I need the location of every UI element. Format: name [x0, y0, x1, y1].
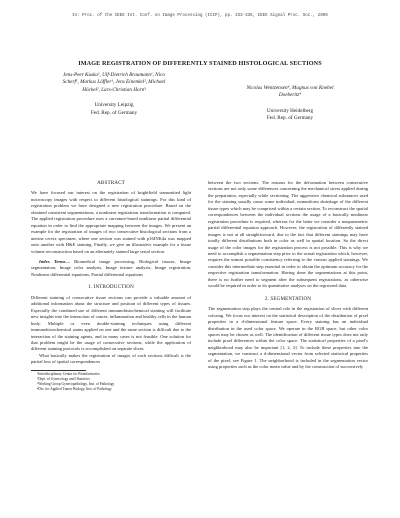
author-line: Höckel², Lars-Christian Horn³	[82, 86, 146, 93]
affiliation-line: Fed. Rep. of Germany	[90, 109, 138, 116]
segmentation-heading: 2. SEGMENTATION	[264, 295, 312, 302]
introduction-paragraph: Different staining of consecutive tissue sections can provide a valuable amount of additional information about the structure and position of different types of tissues. Especially the combined use of different immunohistochemical staining will facilitate new insights into the interaction of cancer, inflammation and healthy cells in the human body. Multiple or even double-staining techniques using different immunohistochemical stains applied on one and the same section is difficult due to the interaction of the staining agents, and in many cases is not feasible. One solution for that problem might be the usage of consecutive sections, while the application of different staining protocols is accomplished on separate slices.	[31, 294, 191, 352]
index-terms-text: Biomedical image processing, Biological tissues, Image segmentation, Image color analysis, Image texture analysis, Image registration, Nonlinear differential equations, Partial differential equations	[31, 258, 191, 277]
introduction-paragraph: What basically makes the registration of images of such sections difficult is the partial loss of spatial correspondences	[31, 352, 191, 365]
index-terms-label: Index Terms—	[39, 258, 70, 264]
author-line: Nicolas Wentzensen⁴, Magnus von Knebel	[246, 85, 334, 91]
running-header: In: Proc. of the IEEE Int. Conf. on Image Processing (ICIP), pp. 333-336, IEEE Signal Proc. Soc., 2006	[72, 14, 328, 18]
authors-block-heidelberg	[206, 85, 374, 123]
authors-block-leipzig	[30, 72, 198, 117]
affiliation-leipzig	[30, 102, 198, 117]
abstract-text: We have focused our interest on the registration of brightfield transmitted light microscopy images with respect to different histological stainings. For this kind of registration problem we have designed a new registration procedure. Based on the obtained consistent segmentations, a nonlinear registration transformation is computed. The applied registration procedure uses a curvature-based nonlinear partial differential equation in order to find the appropriate mapping between the images. We present an example for the registration of images of two consecutive histological sections from a uterine cervix specimen, where one section was stained with p16INK4a was mapped onto another with H&E staining. Finally, we give an illustrative example for a tissue volume reconstruction based on an alternately stained large serial section.	[31, 190, 191, 254]
author-names-leipzig	[30, 72, 198, 94]
footnote: ⁴Div. for Applied Tumor Biology, Inst. of Pathology	[37, 386, 112, 391]
author-line: Jens-Peer Kuska¹, Ulf-Dietrich Braumann¹, Nico	[63, 72, 165, 78]
footnotes	[31, 372, 191, 392]
affiliation-line: University Leipzig	[94, 102, 134, 109]
paper-title: IMAGE REGISTRATION OF DIFFERENTLY STAINED HISTOLOGICAL SECTIONS	[78, 60, 322, 67]
footnote: ¹Interdisciplinary Center for Bioinformatics	[37, 371, 100, 376]
author-line: Scherf¹, Markus Löffler¹, Jens Einenkel², Michael	[62, 79, 166, 86]
footnote: ³Working Group Gynecopathology, Inst. of Pathology	[37, 381, 115, 386]
body-paragraph: between the two sections. The reasons for the deformation between consecutive sections are not only some differences concerning the mechanical stress applied during the preparation, especially while sectioning. The aggressive chemical substances used for the staining usually cause some individual, nonuniform shrinkage of the different tissue types which may be comprised within a certain section. To reconstruct the spatial correspondences between the individual sections the usage of a basically nonlinear registration procedure is required, whereas for the latter we consider a nonparametric partial differential equation approach. However, the registration of differently stained images is not at all straightforward, due to the fact that different stainings may have totally different distributions both in color as well in spatial location. So the direct usage of the color images for the registration process is not possible. This is why we need to accomplish a segmentation step prior to the actual registration which, however, requires the utmost possible consistency referring to the various applied stainings. We consider this intermediate step essential in order to obtain the optimum accuracy for the respective registration transformation. Having done the segmentations at this point, there is no further need to segment after the subsequent registrations, as otherwise would be required in order to do quantitative analyses on the registered data.	[208, 180, 368, 289]
affiliation-heidelberg	[206, 108, 374, 123]
introduction-heading: 1. INTRODUCTION	[88, 284, 134, 291]
left-column	[31, 180, 191, 391]
index-terms	[31, 259, 191, 278]
footnote-divider	[31, 370, 86, 371]
author-names-heidelberg	[206, 85, 374, 100]
affiliation-line: University Heidelberg	[266, 107, 314, 114]
footnote: ²Dept. of Gynecology and Obstetrics	[37, 376, 90, 381]
author-line: Doeberitz⁴	[278, 92, 302, 99]
right-column	[208, 180, 368, 371]
abstract-heading: ABSTRACT	[97, 180, 125, 186]
affiliation-line: Fed. Rep. of Germany	[266, 115, 314, 122]
segmentation-paragraph: The segmentation step plays the central role in the registration of slices with different coloring. We focus our interest on the statistical description of the distribution of pixel properties in a d-dimensional feature space. Every staining has an individual distribution in the used color space. We operate in the RGB space, but other color spaces may be chosen as well. The identification of different tissue types does not only include pixel differences within the color space. The statistical properties of a pixel's neighborhood may also be important [1, 2, 3]. To include these properties into the segmentation, we construct a d-dimensional vector from selected statistical properties of the pixel, see Figure 1. The neighborhood is included in the segmentation vector using properties such as the color mean value and by the construction of successively	[208, 306, 368, 370]
